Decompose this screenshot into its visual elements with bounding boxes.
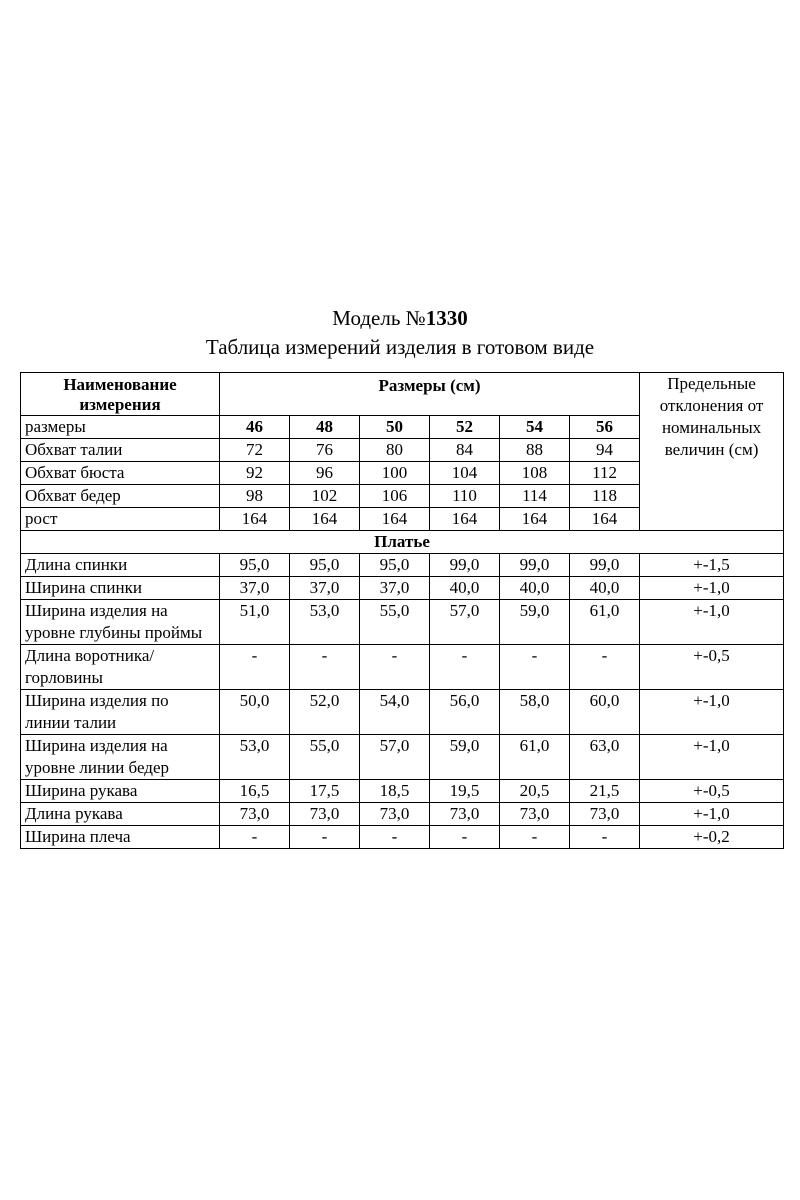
row-value: 73,0 (570, 803, 640, 826)
row-value: 112 (570, 462, 640, 485)
row-value: 95,0 (360, 554, 430, 577)
garment-measurement-row (21, 803, 784, 826)
row-deviation: +-1,0 (640, 600, 784, 645)
row-value: 55,0 (360, 600, 430, 645)
garment-measurement-row (21, 554, 784, 577)
row-label: Ширина изделия на уровне глубины проймы (21, 600, 220, 645)
row-value: 18,5 (360, 780, 430, 803)
row-value: 164 (290, 508, 360, 531)
row-label: Длина рукава (21, 803, 220, 826)
row-deviation: +-1,0 (640, 690, 784, 735)
row-label: рост (21, 508, 220, 531)
row-value: 63,0 (570, 735, 640, 780)
row-value: 53,0 (220, 735, 290, 780)
row-deviation: +-0,2 (640, 826, 784, 849)
row-value: 37,0 (220, 577, 290, 600)
row-value: 16,5 (220, 780, 290, 803)
row-value: 98 (220, 485, 290, 508)
model-number: 1330 (425, 306, 468, 330)
garment-measurement-row (21, 690, 784, 735)
row-value: 95,0 (290, 554, 360, 577)
row-value: 164 (360, 508, 430, 531)
row-value: - (360, 826, 430, 849)
row-value: 57,0 (360, 735, 430, 780)
garment-measurement-row (21, 600, 784, 645)
table-subtitle: Таблица измерений изделия в готовом виде (205, 335, 595, 359)
row-value: 58,0 (500, 690, 570, 735)
row-value: 95,0 (220, 554, 290, 577)
model-title-prefix: Модель № (332, 306, 426, 330)
row-value: 54,0 (360, 690, 430, 735)
size-value: 56 (570, 416, 640, 439)
size-value: 50 (360, 416, 430, 439)
row-value: 100 (360, 462, 430, 485)
row-value: 73,0 (290, 803, 360, 826)
row-label: Длина спинки (21, 554, 220, 577)
size-row-label: размеры (21, 416, 220, 439)
row-value: 164 (430, 508, 500, 531)
row-label: Ширина изделия по линии талии (21, 690, 220, 735)
row-label: Ширина рукава (21, 780, 220, 803)
row-value: 73,0 (500, 803, 570, 826)
row-value: - (570, 826, 640, 849)
row-value: 59,0 (430, 735, 500, 780)
row-value: 106 (360, 485, 430, 508)
row-value: - (290, 826, 360, 849)
row-value: 53,0 (290, 600, 360, 645)
row-value: 40,0 (570, 577, 640, 600)
row-value: 57,0 (430, 600, 500, 645)
row-value: 61,0 (570, 600, 640, 645)
row-value: 84 (430, 439, 500, 462)
size-value: 48 (290, 416, 360, 439)
row-value: 99,0 (430, 554, 500, 577)
row-value: 94 (570, 439, 640, 462)
row-value: - (430, 645, 500, 690)
header-deviation: Предельные отклонения от номинальных величин (см) (640, 373, 784, 531)
row-label: Ширина плеча (21, 826, 220, 849)
row-value: 73,0 (430, 803, 500, 826)
row-value: 96 (290, 462, 360, 485)
row-value: 102 (290, 485, 360, 508)
row-value: - (500, 826, 570, 849)
row-deviation: +-1,0 (640, 735, 784, 780)
size-value: 46 (220, 416, 290, 439)
row-deviation: +-1,0 (640, 803, 784, 826)
row-label: Обхват бюста (21, 462, 220, 485)
row-value: - (220, 645, 290, 690)
row-value: 164 (220, 508, 290, 531)
row-value: 92 (220, 462, 290, 485)
row-deviation: +-0,5 (640, 645, 784, 690)
row-value: 108 (500, 462, 570, 485)
row-value: 72 (220, 439, 290, 462)
row-value: - (220, 826, 290, 849)
row-label: Ширина спинки (21, 577, 220, 600)
row-value: 114 (500, 485, 570, 508)
row-value: 37,0 (360, 577, 430, 600)
row-value: 73,0 (360, 803, 430, 826)
garment-measurement-row (21, 780, 784, 803)
section-row (21, 531, 784, 554)
row-value: 51,0 (220, 600, 290, 645)
row-value: 60,0 (570, 690, 640, 735)
header-row (21, 373, 784, 416)
row-value: 52,0 (290, 690, 360, 735)
row-label: Длина воротника/горловины (21, 645, 220, 690)
row-label: Обхват талии (21, 439, 220, 462)
row-deviation: +-1,0 (640, 577, 784, 600)
row-value: 118 (570, 485, 640, 508)
row-value: - (570, 645, 640, 690)
row-value: - (500, 645, 570, 690)
row-value: - (430, 826, 500, 849)
garment-measurement-row (21, 826, 784, 849)
row-value: 88 (500, 439, 570, 462)
row-value: 17,5 (290, 780, 360, 803)
row-value: 37,0 (290, 577, 360, 600)
row-value: 61,0 (500, 735, 570, 780)
row-value: 56,0 (430, 690, 500, 735)
row-value: 164 (500, 508, 570, 531)
garment-measurement-row (21, 645, 784, 690)
row-deviation: +-1,5 (640, 554, 784, 577)
row-value: 99,0 (570, 554, 640, 577)
row-value: 59,0 (500, 600, 570, 645)
table-body (21, 373, 784, 849)
row-label: Обхват бедер (21, 485, 220, 508)
row-value: 99,0 (500, 554, 570, 577)
section-title: Платье (21, 531, 784, 554)
size-value: 54 (500, 416, 570, 439)
row-value: 19,5 (430, 780, 500, 803)
size-value: 52 (430, 416, 500, 439)
row-value: - (290, 645, 360, 690)
model-title (0, 305, 800, 331)
row-value: 40,0 (430, 577, 500, 600)
garment-measurement-row (21, 577, 784, 600)
garment-measurement-row (21, 735, 784, 780)
row-value: 21,5 (570, 780, 640, 803)
row-value: 50,0 (220, 690, 290, 735)
row-value: 73,0 (220, 803, 290, 826)
row-value: 164 (570, 508, 640, 531)
header-name: Наименование измерения (21, 373, 220, 416)
row-deviation: +-0,5 (640, 780, 784, 803)
row-value: 80 (360, 439, 430, 462)
row-value: 76 (290, 439, 360, 462)
row-value: 104 (430, 462, 500, 485)
row-label: Ширина изделия на уровне линии бедер (21, 735, 220, 780)
row-value: 20,5 (500, 780, 570, 803)
row-value: 55,0 (290, 735, 360, 780)
header-sizes: Размеры (см) (220, 373, 640, 416)
row-value: 110 (430, 485, 500, 508)
row-value: - (360, 645, 430, 690)
row-value: 40,0 (500, 577, 570, 600)
measurements-table (20, 372, 784, 849)
